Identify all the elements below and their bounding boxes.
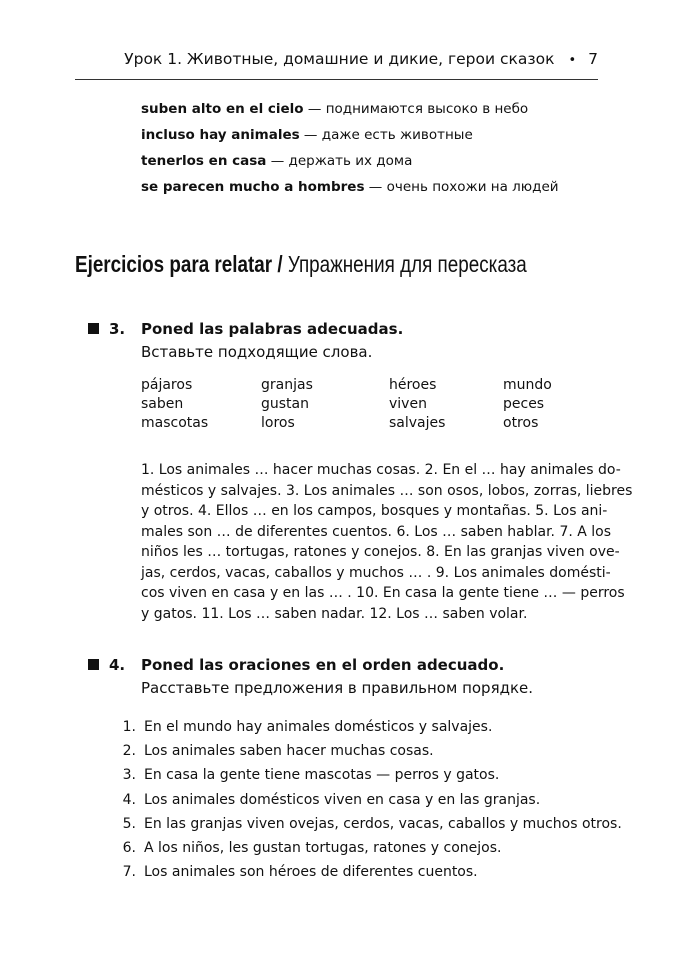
page-number: 7 [588,50,598,68]
exercise-number: 3. [109,320,126,338]
word-bank-word: granjas [261,377,313,393]
section-title-russian: Упражнения для пересказа [287,251,527,277]
exercise-subtitle: Вставьте подходящие слова. [141,343,373,361]
square-bullet-icon [88,659,99,670]
section-title-spanish: Ejercicios para relatar / [75,251,288,277]
list-item-number: 5. [122,815,136,832]
vocabulary-spanish: se parecen mucho a hombres [141,179,365,195]
text-line: y otros. 4. Ellos … en los campos, bosques y montañas. 5. Los ani- [141,503,608,519]
vocabulary-dash: — [303,101,326,117]
list-item-text: Los animales domésticos viven en casa y en las granjas. [144,791,541,808]
list-item-text: Los animales saben hacer muchas cosas. [144,743,434,760]
list-item [118,740,598,764]
text-line: mésticos y salvajes. 3. Los animales … son osos, lobos, zorras, liebres [141,482,633,499]
text-line: cos viven en casa y en las … . 10. En casa la gente tiene … — perros [141,585,625,601]
text-line: jas, cerdos, vacas, caballos y muchos … . 9. Los animales domésti- [141,564,611,581]
list-item-number: 3. [122,767,136,784]
header-rule [75,79,598,80]
exercise-3-text [141,460,633,624]
word-bank-row [141,395,601,414]
list-item [118,813,622,837]
vocabulary-spanish: tenerlos en casa [141,153,267,169]
vocabulary-dash: — [364,179,387,195]
vocabulary-dash: — [299,127,322,143]
list-item [118,764,598,788]
word-bank-word: peces [503,396,545,412]
word-bank-word: héroes [389,377,437,393]
word-bank-word: otros [503,415,539,431]
word-bank-word: viven [389,396,427,412]
exercise-number: 4. [109,656,126,674]
word-bank-word: saben [141,396,184,412]
list-item [118,716,598,740]
header-title: Урок 1. Животные, домашние и дикие, герои сказок [124,50,555,68]
text-line: y gatos. 11. Los … saben nadar. 12. Los … saben volar. [141,605,528,622]
vocabulary-item [141,98,601,124]
word-bank-word: gustan [261,396,309,412]
list-item-number: 1. [122,719,136,735]
square-bullet-icon [88,323,99,334]
vocabulary-item [141,176,601,202]
list-item-number: 4. [122,791,136,808]
vocabulary-russian: поднимаются высоко в небо [325,101,529,117]
text-line: males son … de diferentes cuentos. 6. Los … saben hablar. 7. A los [141,523,612,540]
list-item [118,789,598,813]
vocabulary-russian: держать их дома [288,153,413,169]
list-item-text: Los animales son héroes de diferentes cuentos. [144,864,478,881]
vocabulary-russian: очень похожи на людей [386,179,559,195]
word-bank-word: mundo [503,377,552,393]
vocabulary-item [141,124,601,150]
list-item-number: 2. [122,743,136,760]
vocabulary-russian: даже есть животные [321,127,473,143]
text-line: 1. Los animales … hacer muchas cosas. 2. En el … hay animales do- [141,462,621,478]
word-bank-word: loros [261,415,295,431]
list-item-text: A los niños, les gustan tortugas, ratones y conejos. [144,839,502,856]
exercise-title: Poned las oraciones en el orden adecuado. [141,656,505,674]
list-item-text: En las granjas viven ovejas, cerdos, vacas, caballos y muchos otros. [144,815,622,832]
running-header [75,50,598,74]
exercise-subtitle: Расставьте предложения в правильном порядке. [141,679,534,697]
word-bank-word: salvajes [389,415,446,431]
vocabulary-item [141,150,601,176]
list-item-text: En casa la gente tiene mascotas — perros y gatos. [144,767,500,784]
word-bank-row [141,414,601,433]
section-title [75,251,527,278]
list-item-number: 6. [122,839,136,856]
list-item [118,861,598,885]
list-item-text: En el mundo hay animales domésticos y salvajes. [144,719,493,735]
word-bank-word: pájaros [141,377,193,393]
list-item [118,837,598,861]
vocabulary-spanish: suben alto en el cielo [141,101,304,117]
vocabulary-list [141,98,601,202]
vocabulary-spanish: incluso hay animales [141,127,300,143]
ordered-sentence-list [118,716,622,885]
text-line: niños les … tortugas, ratones y conejos. 8. En las granjas viven ove- [141,544,620,560]
header-bullet: • [568,53,577,68]
vocabulary-dash: — [266,153,289,169]
list-item-number: 7. [122,864,136,881]
exercise-title: Poned las palabras adecuadas. [141,320,404,338]
word-bank-word: mascotas [141,415,209,431]
word-bank [141,376,601,433]
word-bank-row [141,376,601,395]
